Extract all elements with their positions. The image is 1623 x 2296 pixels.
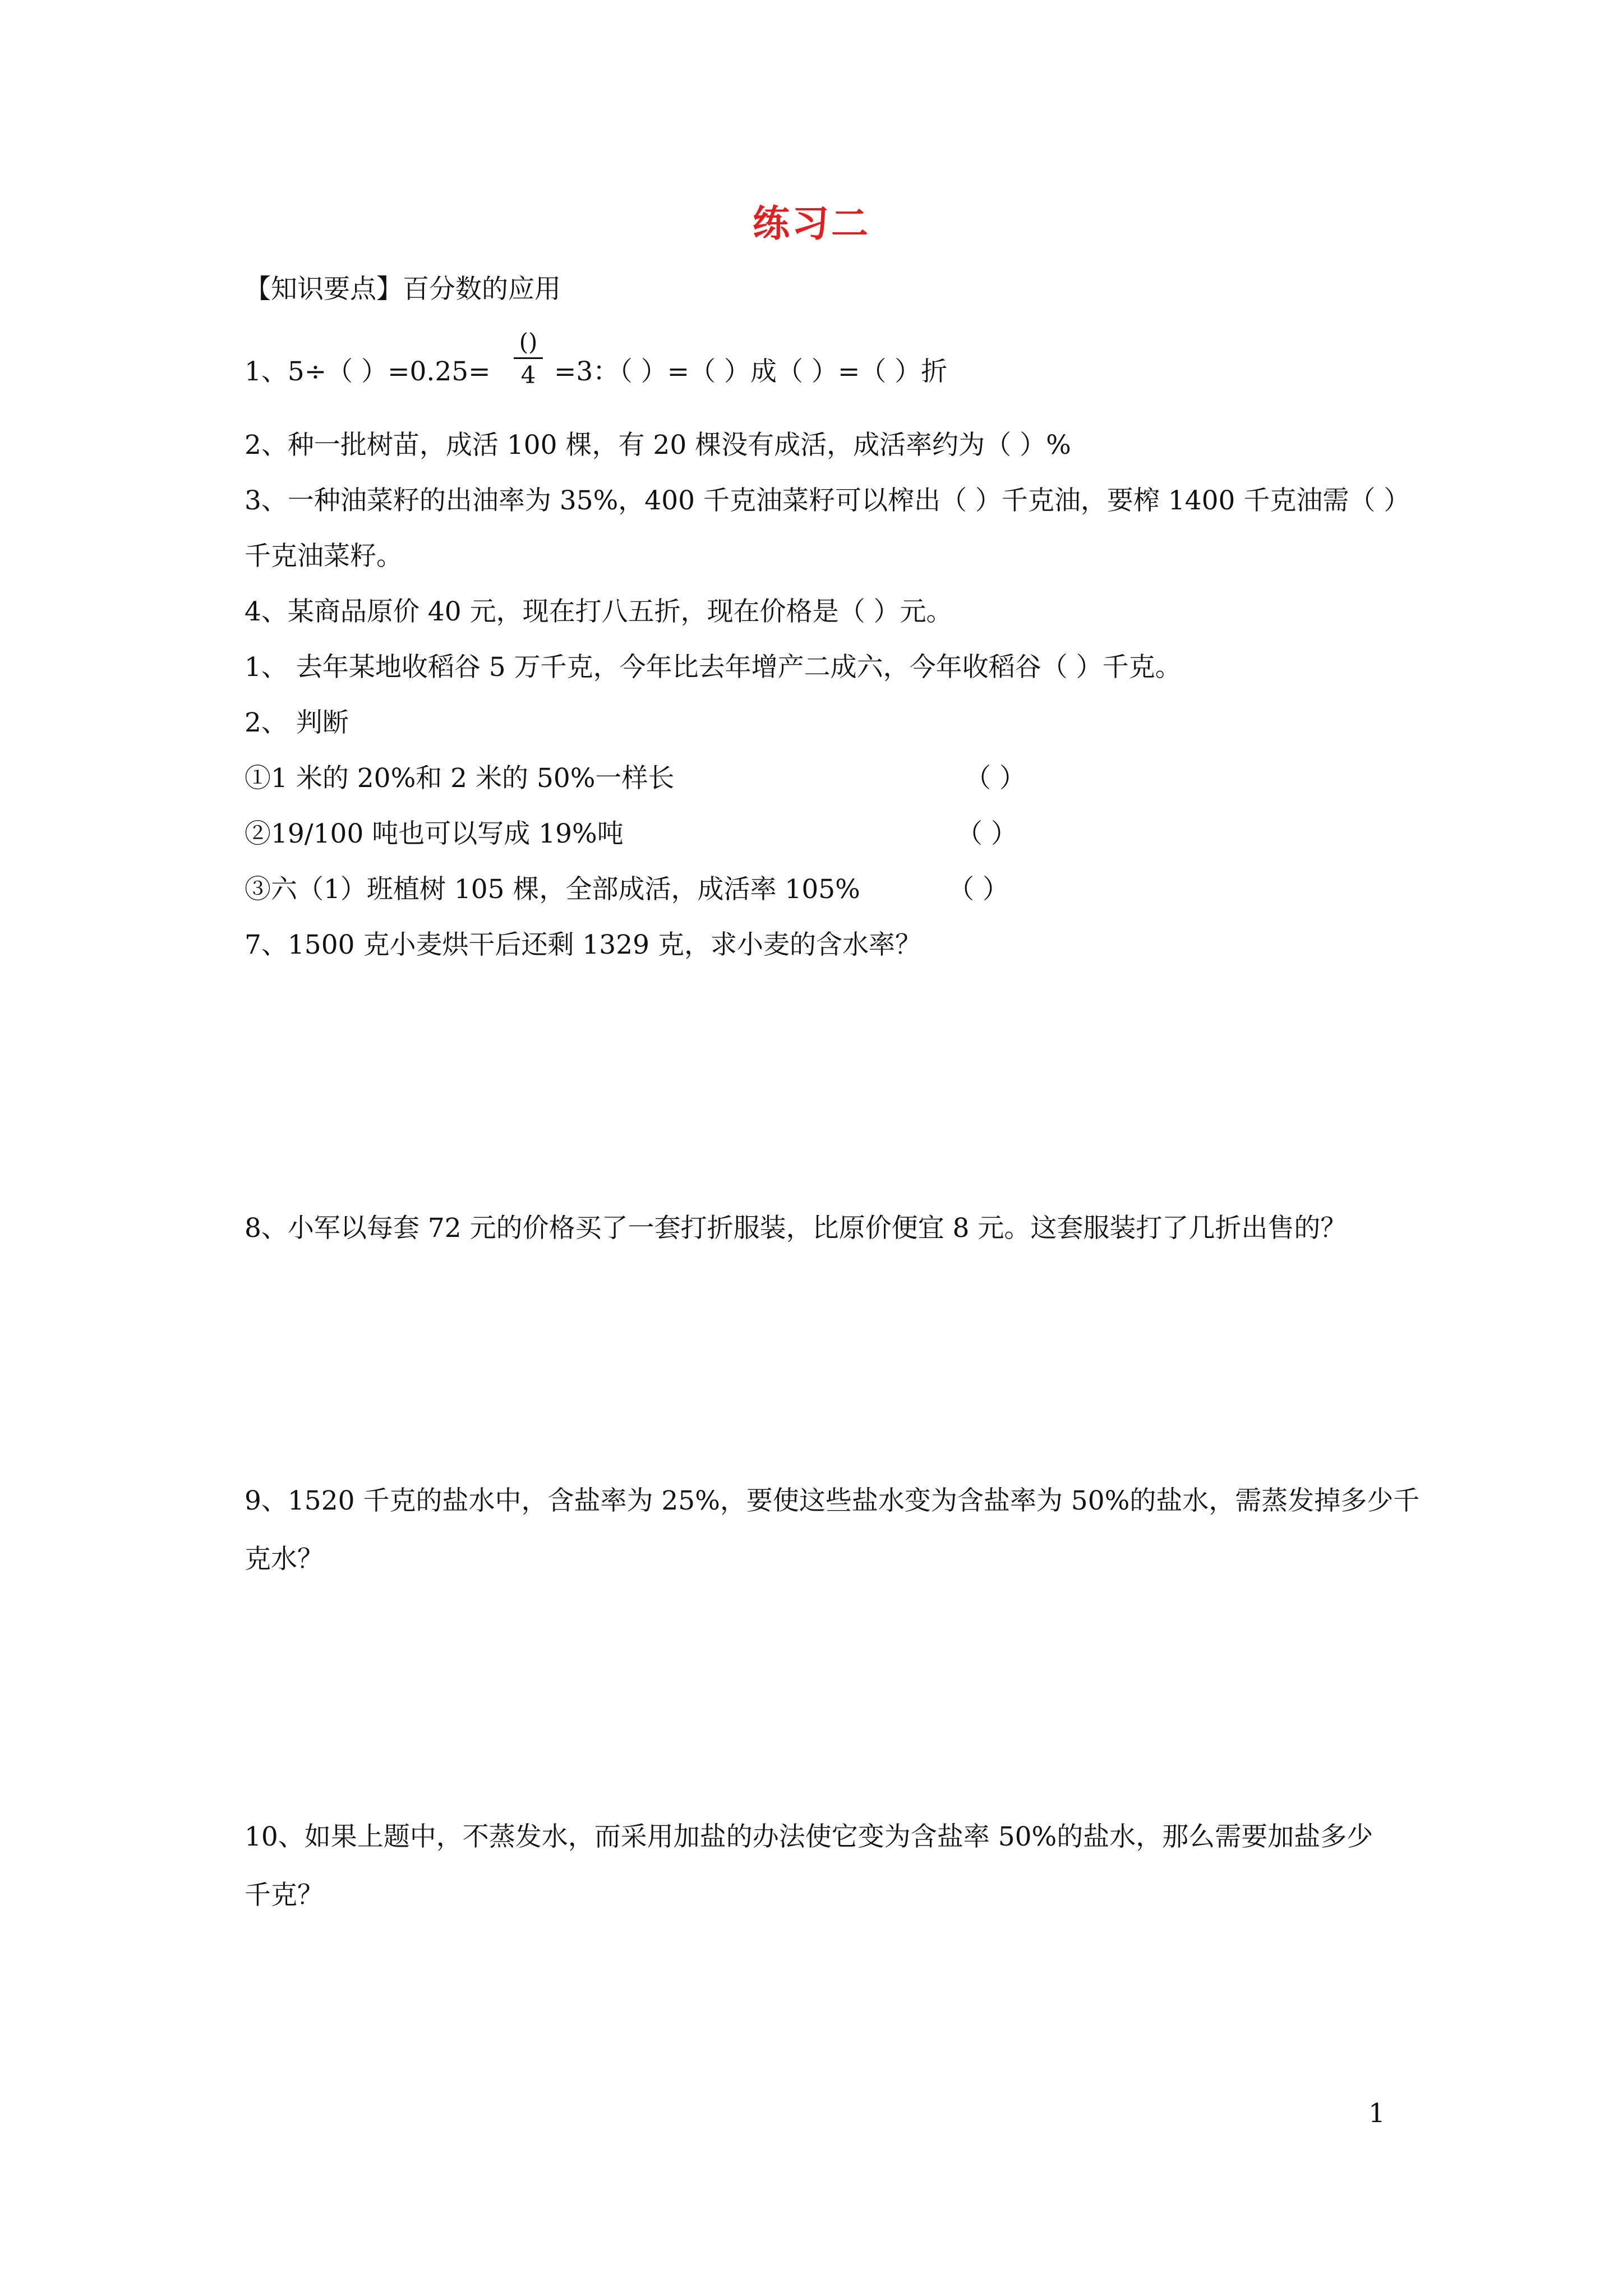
fraction-numerator: () [519, 328, 538, 356]
question-5: 1、 去年某地收稻谷 5 万千克，今年比去年增产二成六，今年收稻谷（ ）千克。 [245, 652, 1182, 683]
page-title: 练习二 [753, 201, 870, 245]
question-6: 2、 判断 [245, 707, 349, 738]
question-1-after: =3：（ ）=（ ）成（ ）=（ ）折 [554, 356, 948, 387]
question-10-line-1: 10、如果上题中，不蒸发水，而采用加盐的办法使它变为含盐率 50%的盐水，那么需要加盐多少 [245, 1821, 1373, 1852]
judge-statement: ③六（1）班植树 105 棵，全部成活，成活率 105% [245, 874, 860, 905]
question-9-line-2: 克水？ [245, 1544, 324, 1575]
question-9-line-1: 9、1520 千克的盐水中，含盐率为 25%，要使这些盐水变为含盐率为 50%的盐水，需蒸发掉多少千 [245, 1485, 1420, 1516]
judge-statement: ①1 米的 20%和 2 米的 50%一样长 [245, 763, 675, 794]
judge-answer-blank: （ ） [956, 818, 1017, 849]
fraction-denominator: 4 [520, 361, 536, 389]
judge-statement: ②19/100 吨也可以写成 19%吨 [245, 818, 624, 849]
question-1-before: 1、5÷（ ）=0.25= [245, 356, 491, 387]
judge-answer-blank: （ ） [948, 874, 1009, 905]
fraction [514, 328, 543, 389]
question-7: 7、1500 克小麦烘干后还剩 1329 克，求小麦的含水率？ [245, 930, 921, 960]
fraction-bar [514, 357, 543, 359]
question-3-line-2: 千克油菜籽。 [245, 541, 403, 572]
question-4: 4、某商品原价 40 元，现在打八五折，现在价格是（ ）元。 [245, 596, 953, 627]
question-8: 8、小军以每套 72 元的价格买了一套打折服装，比原价便宜 8 元。这套服装打了几折出售的？ [245, 1213, 1347, 1244]
question-10-line-2: 千克？ [245, 1880, 324, 1911]
knowledge-point: 【知识要点】百分数的应用 [245, 274, 561, 305]
question-3-line-1: 3、一种油菜籽的出油率为 35%，400 千克油菜籽可以榨出（ ）千克油，要榨 1400 千克油需（ ） [245, 485, 1410, 516]
page-number: 1 [1368, 2098, 1385, 2129]
judge-answer-blank: （ ） [965, 763, 1026, 794]
question-2: 2、种一批树苗，成活 100 棵，有 20 棵没有成活，成活率约为（ ）% [245, 430, 1071, 461]
